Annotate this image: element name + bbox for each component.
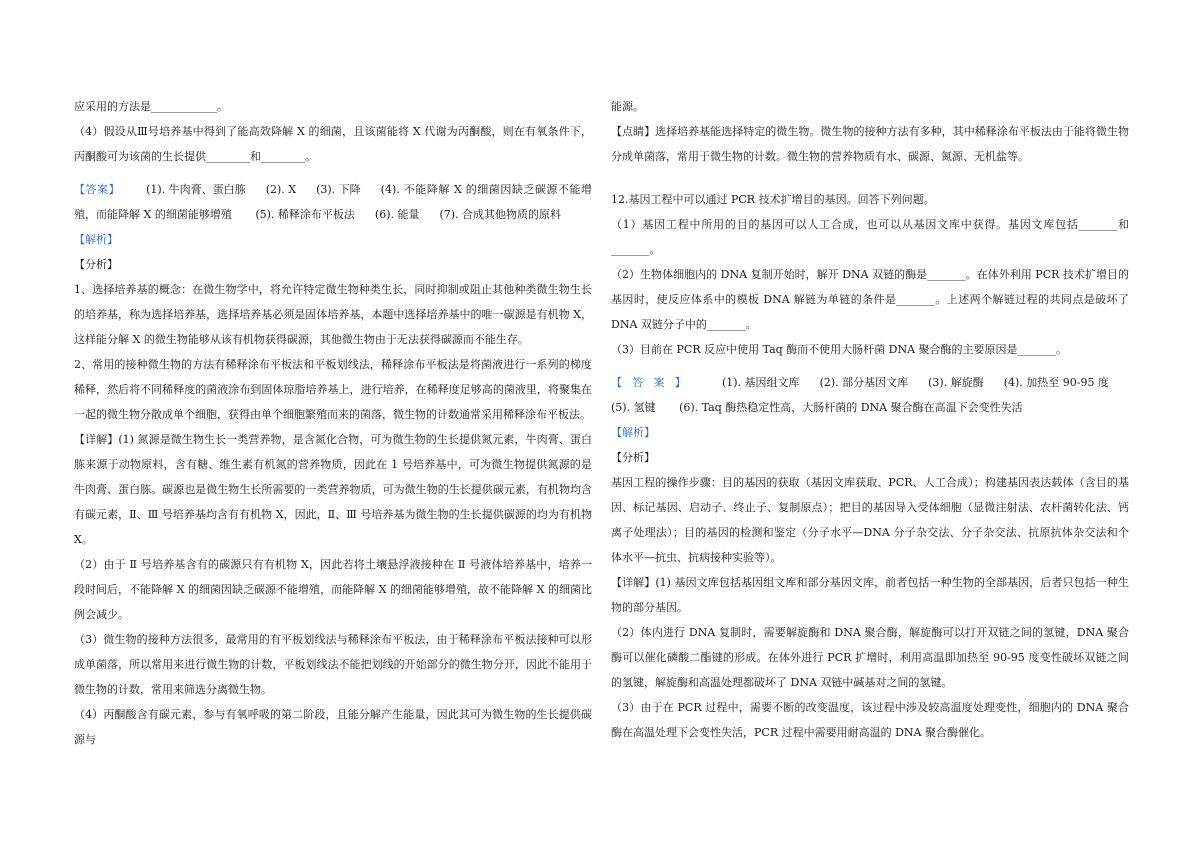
question-12-part-1: （1）基因工程中所用的目的基因可以人工合成，也可以从基因文库中获得。基因文库包括_______和_______。 [611,218,1129,256]
analysis-heading: 【分析】 [611,451,655,464]
analysis-heading: 【分析】 [74,258,118,271]
answer-item: (5). 氢键 [611,401,656,414]
answer-item: (7). 合成其他物质的原料 [439,208,562,221]
answer-block [74,177,592,227]
detail-paragraph: （2）体内进行 DNA 复制时，需要解旋酶和 DNA 聚合酶，解旋酶可以打开双链之间的氢键，DNA 聚合酶可以催化磷酸二酯键的形成。在体外进行 PCR 扩增时，利用高温即加热至 90-95 度变性破坏双链之间的氢键，解旋酶和高温处理都破坏了 DNA 双链中碱基对之间的氢键。 [611,626,1129,689]
answer-item: (6). 能量 [374,208,420,221]
answer-tag: 【答案】 [611,376,696,389]
left-column [74,94,592,752]
answer-item: (4). 不能降解 X 的细菌因缺乏碳源不能增殖，而能降解 X 的细菌能够增殖 [74,183,592,221]
question-12: 12.基因工程中可以通过 PCR 技术扩增目的基因。回答下列问题。 [611,193,935,206]
detail-paragraph: （3）微生物的接种方法很多，最常用的有平板划线法与稀释涂布平板法，由于稀释涂布平板法接种可以形成单菌落，所以常用来进行微生物的计数，平板划线法不能把划线的开始部分的微生物分开，因此不能用于微生物的计数，常用来筛选分离微生物。 [74,633,592,696]
answer-item: (1). 牛肉膏、蛋白胨 [146,183,246,196]
detail-paragraph: （4）丙酮酸含有碳元素，参与有氧呼吸的第二阶段，且能分解产生能量，因此其可为微生物的生长提供碳源与 [74,708,592,746]
answer-tag: 【答案】 [74,183,121,196]
answer-block [611,370,1129,420]
question-4: （4）假设从Ⅲ号培养基中得到了能高效降解 X 的细菌，且该菌能将 X 代谢为丙酮酸，则在有氧条件下，丙酮酸可为该菌的生长提供________和________。 [74,125,592,163]
answer-item: (1). 基因组文库 [721,376,800,389]
answer-item: (6). Taq 酶热稳定性高，大肠杆菌的 DNA 聚合酶在高温下会变性失活 [679,401,1023,414]
answer-item: (2). X [265,183,297,196]
answer-item: (3). 下降 [316,183,361,196]
right-column [611,94,1129,745]
question-12-part-3: （3）目前在 PCR 反应中使用 Taq 酶而不使用大肠杆菌 DNA 聚合酶的主要原因是_______。 [611,343,1068,356]
analysis-tag: 【解析】 [74,233,118,246]
detail-paragraph: （2）由于 Ⅱ 号培养基含有的碳源只有有机物 X，因此若将土壤悬浮液接种在 Ⅱ 号液体培养基中，培养一段时间后，不能降解 X 的细菌因缺乏碳源不能增殖，而能降解 X 的细菌能够增殖，故不能降解 X 的细菌比例会减少。 [74,558,592,621]
analysis-paragraph: 2、常用的接种微生物的方法有稀释涂布平板法和平板划线法，稀释涂布平板法是将菌液进行一系列的梯度稀释，然后将不同稀释度的菌液涂布到固体琼脂培养基上，进行培养，在稀释度足够高的菌液里，将聚集在一起的微生物分散成单个细胞，获得由单个细胞繁殖而来的菌落，微生物的计数通常采用稀释涂布平板法。 [74,358,592,421]
detail-paragraph: 【详解】(1) 氮源是微生物生长一类营养物，是含氮化合物，可为微生物的生长提供氮元素，牛肉膏、蛋白胨来源于动物原料，含有糖、维生素有机氮的营养物质，因此在 1 号培养基中，可为微生物提供氮源的是牛肉膏、蛋白胨。碳源也是微生物生长所需要的一类营养物质，可为微生物的生长提供碳元素，有机物均含有碳元素，Ⅱ、Ⅲ 号培养基均含有有机物 X，因此，Ⅱ、Ⅲ 号培养基为微生物的生长提供碳源的均为有机物 X。 [74,433,592,546]
analysis-tag: 【解析】 [611,426,655,439]
answer-item: (4). 加热至 90-95 度 [1003,376,1109,389]
question-line: 应采用的方法是____________。 [74,100,228,113]
analysis-paragraph: 基因工程的操作步骤：目的基因的获取（基因文库获取、PCR、人工合成）；构建基因表达载体（含目的基因、标记基因、启动子、终止子、复制原点）；把目的基因导入受体细胞（显微注射法、农杆菌转化法、钙离子处理法）；目的基因的检测和鉴定（分子水平—DNA 分子杂交法、分子杂交法、抗原抗体杂交法和个体水平—抗虫、抗病接种实验等）。 [611,476,1129,564]
detail-paragraph: （3）由于在 PCR 过程中，需要不断的改变温度，该过程中涉及较高温度处理变性，细胞内的 DNA 聚合酶在高温处理下会变性失活，PCR 过程中需要用耐高温的 DNA 聚合酶催化。 [611,701,1129,739]
question-12-part-2: （2）生物体细胞内的 DNA 复制开始时，解开 DNA 双链的酶是_______。在体外利用 PCR 技术扩增目的基因时，使反应体系中的模板 DNA 解链为单链的条件是_______。上述两个解链过程的共同点是破坏了 DNA 双链分子中的_______。 [611,268,1129,331]
answer-item: (2). 部分基因文库 [819,376,909,389]
detail-paragraph: 【详解】(1) 基因文库包括基因组文库和部分基因文库，前者包括一种生物的全部基因，后者只包括一种生物的部分基因。 [611,576,1129,614]
continued-text: 能源。 [611,100,644,113]
tip-paragraph: 【点睛】选择培养基能选择特定的微生物。微生物的接种方法有多种，其中稀释涂布平板法由于能将微生物分成单菌落，常用于微生物的计数。微生物的营养物质有水、碳源、氮源、无机盐等。 [611,125,1129,163]
analysis-paragraph: 1、选择培养基的概念：在微生物学中，将允许特定微生物种类生长，同时抑制或阻止其他种类微生物生长的培养基，称为选择培养基，选择培养基必须是固体培养基，本题中选择培养基中的唯一碳源是有机物 X，这样能分解 X 的微生物能够从该有机物获得碳源，其他微生物由于无法获得碳源而不能生存。 [74,283,592,346]
answer-item: (5). 稀释涂布平板法 [255,208,355,221]
answer-item: (3). 解旋酶 [928,376,984,389]
